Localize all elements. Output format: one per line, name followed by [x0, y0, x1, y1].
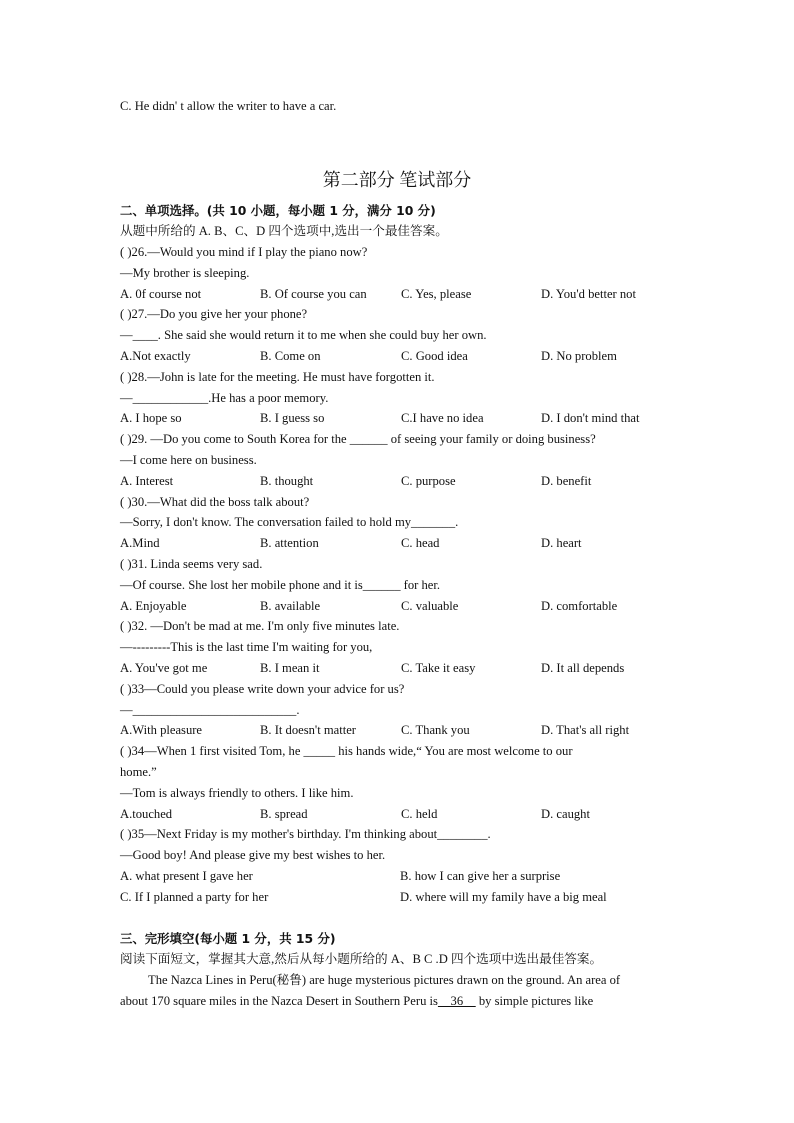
- option-a: A. Enjoyable: [120, 599, 187, 613]
- passage-line: The Nazca Lines in Peru(秘鲁) are huge mysterious pictures drawn on the ground. An area of: [148, 973, 621, 987]
- option-c: C. Take it easy: [401, 661, 476, 675]
- option-b: B. thought: [260, 474, 314, 488]
- option-a: A. what present I gave her: [120, 869, 253, 883]
- option-a: A. You've got me: [120, 661, 208, 675]
- option-d: D. caught: [541, 807, 590, 821]
- question-reply: —Tom is always friendly to others. I like him.: [120, 786, 354, 800]
- option-c: C. If I planned a party for her: [120, 890, 269, 904]
- option-b: B. attention: [260, 536, 319, 550]
- question-reply: —____________.He has a poor memory.: [120, 391, 329, 405]
- question-reply: —Good boy! And please give my best wishes to her.: [120, 848, 386, 862]
- option-line: C. He didn' t allow the writer to have a car.: [120, 99, 337, 113]
- question-stem: ( )31. Linda seems very sad.: [120, 557, 263, 571]
- option-d: D. You'd better not: [541, 287, 636, 301]
- section-heading: 三、完形填空(每小题 1 分，共 15 分): [120, 931, 336, 946]
- question-reply: —---------This is the last time I'm waiting for you,: [120, 640, 373, 654]
- option-b: B. Come on: [260, 349, 321, 363]
- option-c: C. valuable: [401, 599, 459, 613]
- question-stem: ( )30.—What did the boss talk about?: [120, 495, 310, 509]
- section-instruction: 阅读下面短文，掌握其大意,然后从每小题所给的 A、B C .D 四个选项中选出最佳答案。: [120, 952, 603, 966]
- question-stem: ( )29. —Do you come to South Korea for the ______ of seeing your family or doing business?: [120, 432, 596, 446]
- part-title: 第二部分 笔试部分: [322, 170, 472, 190]
- option-a: A.Not exactly: [120, 349, 191, 363]
- option-d: D. benefit: [541, 474, 592, 488]
- question-stem: ( )32. —Don't be mad at me. I'm only five minutes late.: [120, 619, 400, 633]
- option-c: C. Good idea: [401, 349, 468, 363]
- question-reply: —I come here on business.: [120, 453, 257, 467]
- option-a: A. 0f course not: [120, 287, 202, 301]
- option-b: B. how I can give her a surprise: [400, 869, 561, 883]
- option-c: C.I have no idea: [401, 411, 484, 425]
- option-a: A.With pleasure: [120, 723, 203, 737]
- question-stem: ( )26.—Would you mind if I play the piano now?: [120, 245, 368, 259]
- option-c: C. purpose: [401, 474, 456, 488]
- passage-text: by simple pictures like: [475, 994, 594, 1008]
- option-b: B. available: [260, 599, 321, 613]
- option-a: A.Mind: [120, 536, 160, 550]
- question-stem: ( )34—When 1 first visited Tom, he _____ his hands wide,“ You are most welcome to our: [120, 744, 573, 758]
- question-reply: —Sorry, I don't know. The conversation failed to hold my_______.: [120, 515, 459, 529]
- question-stem-continued: home.”: [120, 765, 157, 779]
- question-reply: —Of course. She lost her mobile phone and it is______ for her.: [120, 578, 441, 592]
- section-heading: 二、单项选择。(共 10 小题，每小题 1 分，满分 10 分): [120, 203, 436, 218]
- option-a: A.touched: [120, 807, 173, 821]
- option-b: B. spread: [260, 807, 308, 821]
- option-d: D. I don't mind that: [541, 411, 640, 425]
- question-reply: —__________________________.: [120, 703, 300, 717]
- cloze-blank-36: 36: [437, 994, 476, 1008]
- option-d: D. No problem: [541, 349, 617, 363]
- option-c: C. head: [401, 536, 440, 550]
- question-stem: ( )33—Could you please write down your advice for us?: [120, 682, 405, 696]
- option-d: D. comfortable: [541, 599, 618, 613]
- option-b: B. Of course you can: [260, 287, 367, 301]
- question-stem: ( )28.—John is late for the meeting. He must have forgotten it.: [120, 370, 435, 384]
- passage-text: about 170 square miles in the Nazca Desert in Southern Peru is: [120, 994, 438, 1008]
- option-a: A. Interest: [120, 474, 174, 488]
- passage-line: [120, 993, 593, 1009]
- option-a: A. I hope so: [120, 411, 182, 425]
- option-b: B. I guess so: [260, 411, 325, 425]
- section-instruction: 从题中所给的 A. B、C、D 四个选项中,选出一个最佳答案。: [120, 224, 448, 238]
- option-c: C. held: [401, 807, 438, 821]
- option-b: B. I mean it: [260, 661, 320, 675]
- question-stem: ( )35—Next Friday is my mother's birthday. I'm thinking about________.: [120, 827, 491, 841]
- option-d: D. That's all right: [541, 723, 630, 737]
- option-d: D. where will my family have a big meal: [400, 890, 607, 904]
- question-reply: —My brother is sleeping.: [120, 266, 250, 280]
- option-c: C. Yes, please: [401, 287, 472, 301]
- option-d: D. heart: [541, 536, 582, 550]
- question-reply: —____. She said she would return it to me when she could buy her own.: [120, 328, 487, 342]
- question-stem: ( )27.—Do you give her your phone?: [120, 307, 308, 321]
- option-c: C. Thank you: [401, 723, 470, 737]
- option-b: B. It doesn't matter: [260, 723, 357, 737]
- option-d: D. It all depends: [541, 661, 625, 675]
